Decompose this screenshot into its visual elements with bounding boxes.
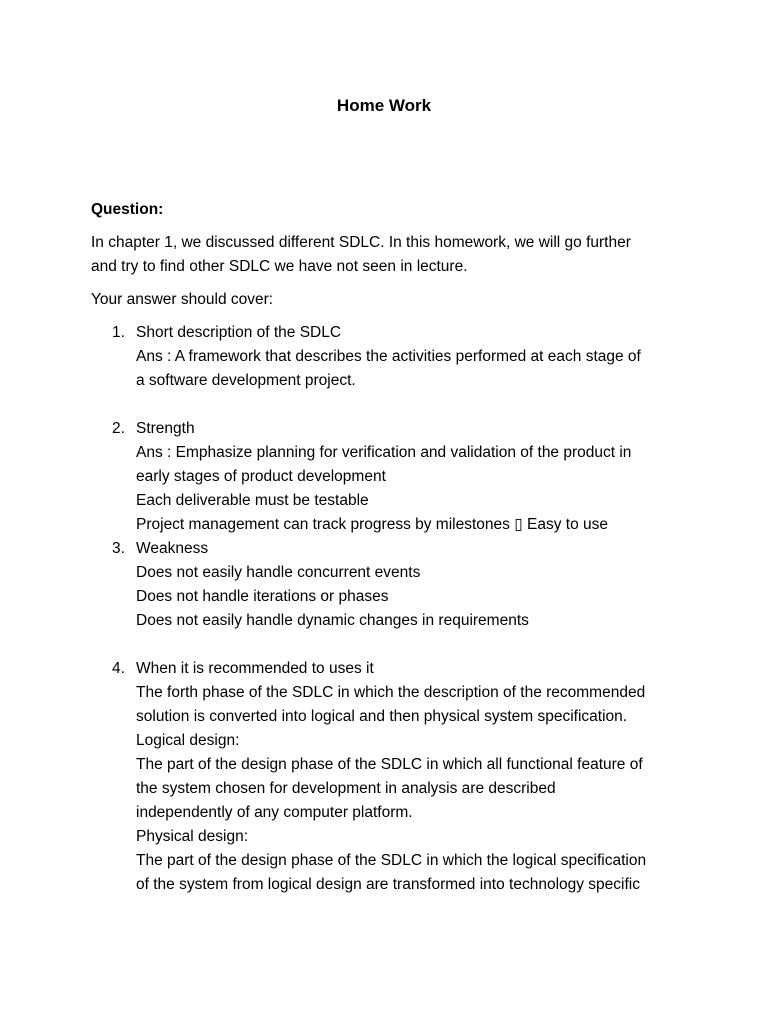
item-line: The part of the design phase of the SDLC in which the logical specification [136,852,647,869]
list-item-strength [91,417,681,537]
item-line: solution is converted into logical and then physical system specification. [136,708,628,725]
list-item-number: 2. [112,420,125,437]
item-line: Does not easily handle concurrent events [136,564,421,581]
answer-list [91,321,681,897]
item-line: Short description of the SDLC [136,324,342,341]
list-item-number: 4. [112,660,125,677]
intro-paragraph [91,231,681,279]
item-line: Logical design: [136,732,240,749]
document-body [91,198,681,897]
item-line: Ans : Emphasize planning for verification and validation of the product in [136,444,632,461]
document-title: Home Work [336,96,432,115]
item-line: Project management can track progress by milestones ▯ Easy to use [136,516,609,533]
item-line: early stages of product development [136,468,386,485]
item-line: The forth phase of the SDLC in which the description of the recommended [136,684,646,701]
item-line: Does not handle iterations or phases [136,588,389,605]
list-item-short-description [91,321,681,393]
item-line: Physical design: [136,828,249,845]
list-item-weakness [91,537,681,633]
item-line: independently of any computer platform. [136,804,413,821]
intro-line: In chapter 1, we discussed different SDLC. In this homework, we will go further [91,234,631,251]
item-line: Each deliverable must be testable [136,492,369,509]
item-line: When it is recommended to uses it [136,660,374,677]
item-line: Does not easily handle dynamic changes in requirements [136,612,529,629]
item-line: Weakness [136,540,209,557]
item-line: a software development project. [136,372,356,389]
list-item-number: 1. [112,324,125,341]
question-label: Question: [91,201,164,218]
item-line: of the system from logical design are transformed into technology specific [136,876,640,893]
item-line: Strength [136,420,195,437]
list-item-number: 3. [112,540,125,557]
item-line: The part of the design phase of the SDLC in which all functional feature of [136,756,643,773]
cover-label: Your answer should cover: [91,291,274,308]
intro-line: and try to find other SDLC we have not seen in lecture. [91,258,468,275]
list-item-when-to-use [91,657,681,897]
item-line: Ans : A framework that describes the activities performed at each stage of [136,348,641,365]
item-line: the system chosen for development in analysis are described [136,780,556,797]
